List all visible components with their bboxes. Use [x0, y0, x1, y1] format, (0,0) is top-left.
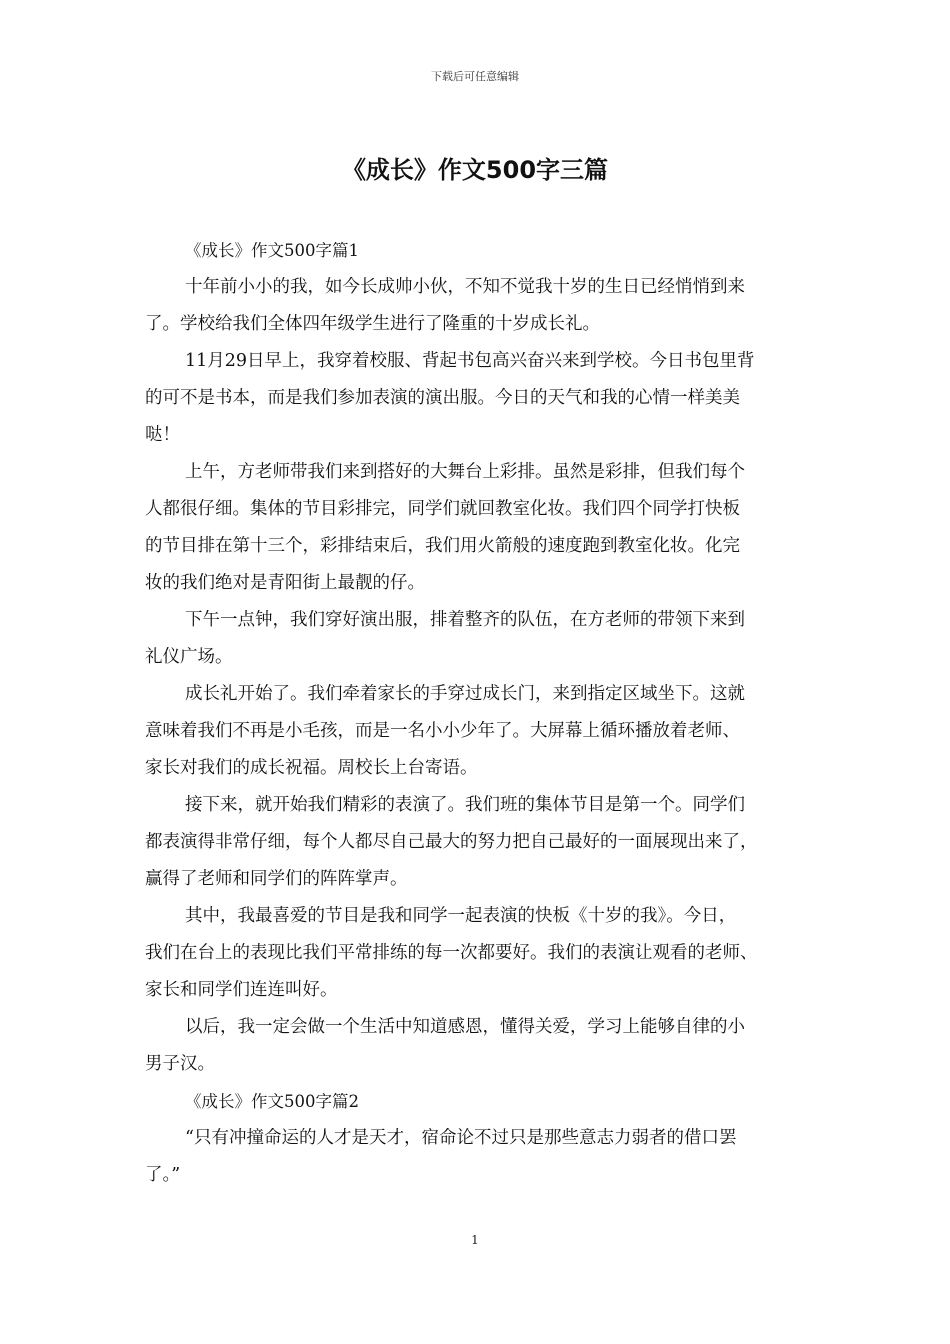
paragraph-line: 家长对我们的成长祝福。周校长上台寄语。 — [145, 758, 478, 778]
paragraph-line: 赢得了老师和同学们的阵阵掌声。 — [145, 869, 408, 889]
paragraph-line: 接下来，就开始我们精彩的表演了。我们班的集体节目是第一个。同学们 — [185, 795, 745, 815]
paragraph-line: 妆的我们绝对是青阳街上最靓的仔。 — [145, 573, 425, 593]
paragraph-line: 家长和同学们连连叫好。 — [145, 980, 338, 1000]
document-body — [145, 232, 825, 1194]
paragraph-line: 的可不是书本，而是我们参加表演的演出服。今日的天气和我的心情一样美美 — [145, 388, 740, 408]
paragraph-line: 了。” — [145, 1165, 181, 1185]
paragraph-line: 都表演得非常仔细，每个人都尽自己最大的努力把自己最好的一面展现出来了， — [145, 832, 758, 852]
paragraph-line: 礼仪广场。 — [145, 647, 233, 667]
paragraph-line: 人都很仔细。集体的节目彩排完，同学们就回教室化妆。我们四个同学打快板 — [145, 499, 740, 519]
paragraph-line: 其中，我最喜爱的节目是我和同学一起表演的快板《十岁的我》。今日， — [185, 906, 737, 926]
section-heading: 《成长》作文500字篇1 — [185, 241, 359, 260]
paragraph-line: 的节目排在第十三个，彩排结束后，我们用火箭般的速度跑到教室化妆。化完 — [145, 536, 740, 556]
paragraph-line: 下午一点钟，我们穿好演出服，排着整齐的队伍，在方老师的带领下来到 — [185, 610, 745, 630]
paragraph-line: “只有冲撞命运的人才是天才，宿命论不过只是那些意志力弱者的借口罢 — [185, 1128, 737, 1148]
section-heading: 《成长》作文500字篇2 — [185, 1092, 359, 1111]
paragraph-line: 哒！ — [145, 425, 180, 445]
paragraph-line: 男子汉。 — [145, 1054, 215, 1074]
paragraph-line: 我们在台上的表现比我们平常排练的每一次都要好。我们的表演让观看的老师、 — [145, 943, 758, 963]
paragraph-line: 上午，方老师带我们来到搭好的大舞台上彩排。虽然是彩排，但我们每个 — [185, 462, 745, 482]
page-header-note: 下载后可任意编辑 — [431, 70, 519, 83]
page-number: 1 — [471, 1233, 479, 1247]
document-title: 《成长》作文500字三篇 — [341, 156, 609, 184]
paragraph-line: 成长礼开始了。我们牵着家长的手穿过成长门，来到指定区域坐下。这就 — [185, 684, 745, 704]
paragraph-line: 十年前小小的我，如今长成帅小伙，不知不觉我十岁的生日已经悄悄到来 — [185, 277, 745, 297]
paragraph-line: 以后，我一定会做一个生活中知道感恩，懂得关爱，学习上能够自律的小 — [185, 1017, 745, 1037]
paragraph-line: 11月29日早上，我穿着校服、背起书包高兴奋兴来到学校。今日书包里背 — [185, 351, 755, 371]
paragraph-line: 了。学校给我们全体四年级学生进行了隆重的十岁成长礼。 — [145, 314, 600, 334]
paragraph-line: 意味着我们不再是小毛孩，而是一名小小少年了。大屏幕上循环播放着老师、 — [145, 721, 740, 741]
